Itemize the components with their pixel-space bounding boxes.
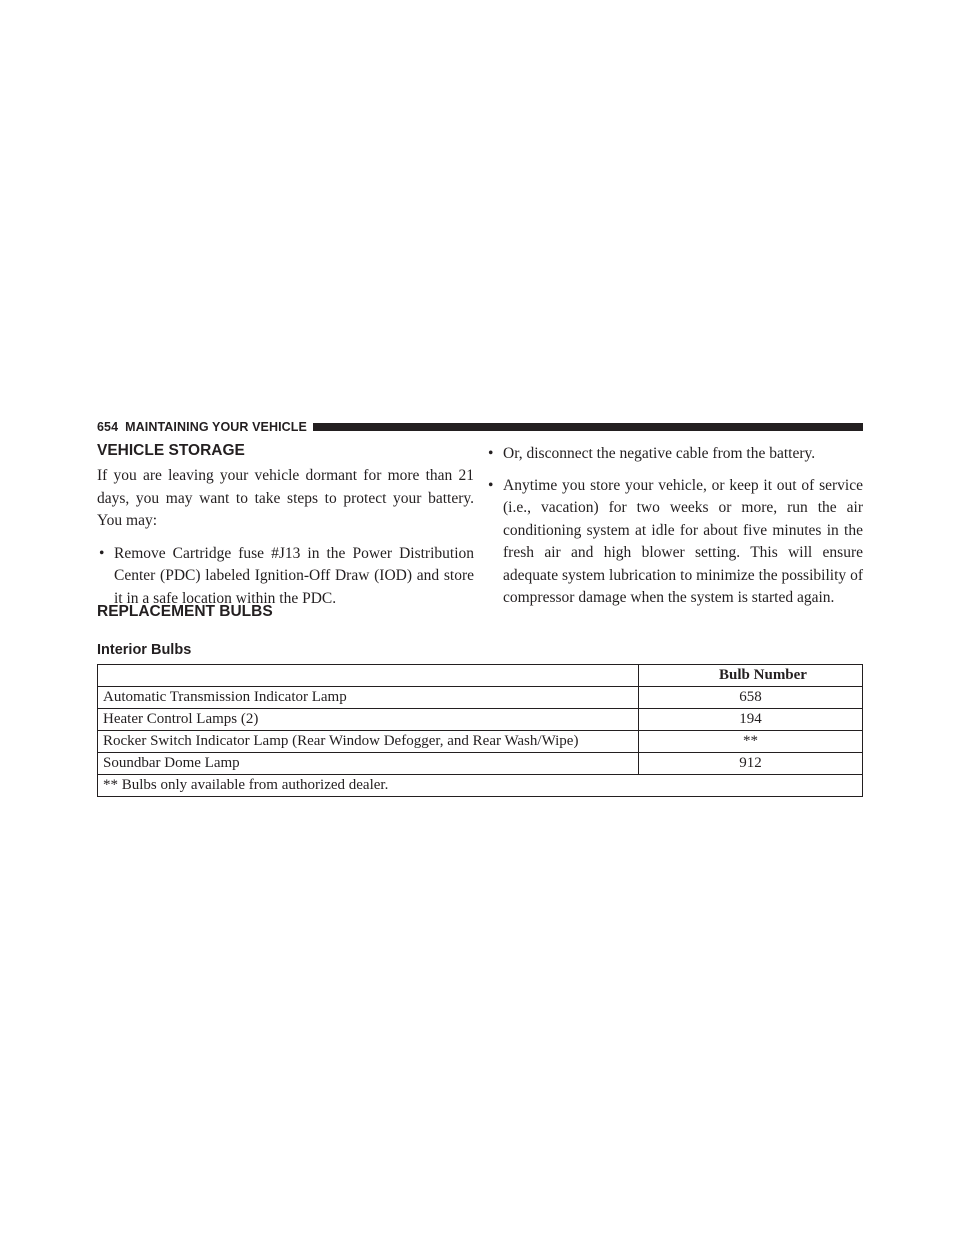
page-number: 654 — [97, 420, 119, 434]
bulb-location: Soundbar Dome Lamp — [98, 753, 639, 775]
bulb-number: 912 — [639, 753, 863, 775]
bulb-number: 194 — [639, 709, 863, 731]
left-column — [97, 465, 474, 610]
page-header — [97, 420, 863, 434]
column-header-label — [98, 665, 639, 687]
table-footnote-row — [98, 775, 863, 797]
interior-bulbs-heading: Interior Bulbs — [97, 642, 192, 658]
storage-bullets-right — [486, 443, 863, 610]
storage-bullets-left — [97, 543, 474, 611]
interior-bulbs-table — [97, 664, 863, 797]
table-header-row — [98, 665, 863, 687]
header-text — [97, 420, 307, 434]
replacement-bulbs-heading: REPLACEMENT BULBS — [97, 603, 273, 620]
bullet-text: Anytime you store your vehicle, or keep it out of service (i.e., vacation) for two weeks or more, run the air conditioning system at idle for about five minutes in the fresh air and high blower setting. This will ensure adequate system lubrication to minimize the possibility of compressor damage when the system is started again. — [503, 476, 863, 606]
bulb-location: Heater Control Lamps (2) — [98, 709, 639, 731]
table-row — [98, 687, 863, 709]
bullet-icon: • — [488, 445, 494, 462]
vehicle-storage-heading: VEHICLE STORAGE — [97, 442, 245, 459]
header-rule — [313, 423, 863, 431]
bulb-number: 658 — [639, 687, 863, 709]
bulb-location: Rocker Switch Indicator Lamp (Rear Window Defogger, and Rear Wash/Wipe) — [98, 731, 639, 753]
right-column — [486, 443, 863, 610]
vehicle-storage-intro: If you are leaving your vehicle dormant for more than 21 days, you may want to take steps to protect your battery. You may: — [97, 467, 474, 529]
list-item — [97, 543, 474, 611]
table-row — [98, 753, 863, 775]
list-item — [486, 475, 863, 610]
list-item — [486, 443, 863, 466]
bullet-text: Or, disconnect the negative cable from the battery. — [503, 445, 816, 462]
bullet-icon: • — [99, 544, 105, 562]
table-row — [98, 731, 863, 753]
bullet-text: Remove Cartridge fuse #J13 in the Power Distribution Center (PDC) labeled Ignition-Off Draw (IOD) and store it in a safe location within the PDC. — [114, 544, 474, 607]
bulb-location: Automatic Transmission Indicator Lamp — [98, 687, 639, 709]
table-row — [98, 709, 863, 731]
section-title: MAINTAINING YOUR VEHICLE — [125, 420, 307, 434]
column-header-bulb-number: Bulb Number — [639, 665, 863, 687]
table-footnote: ** Bulbs only available from authorized dealer. — [98, 775, 863, 797]
bullet-icon: • — [488, 476, 494, 494]
bulb-number: ** — [639, 731, 863, 753]
